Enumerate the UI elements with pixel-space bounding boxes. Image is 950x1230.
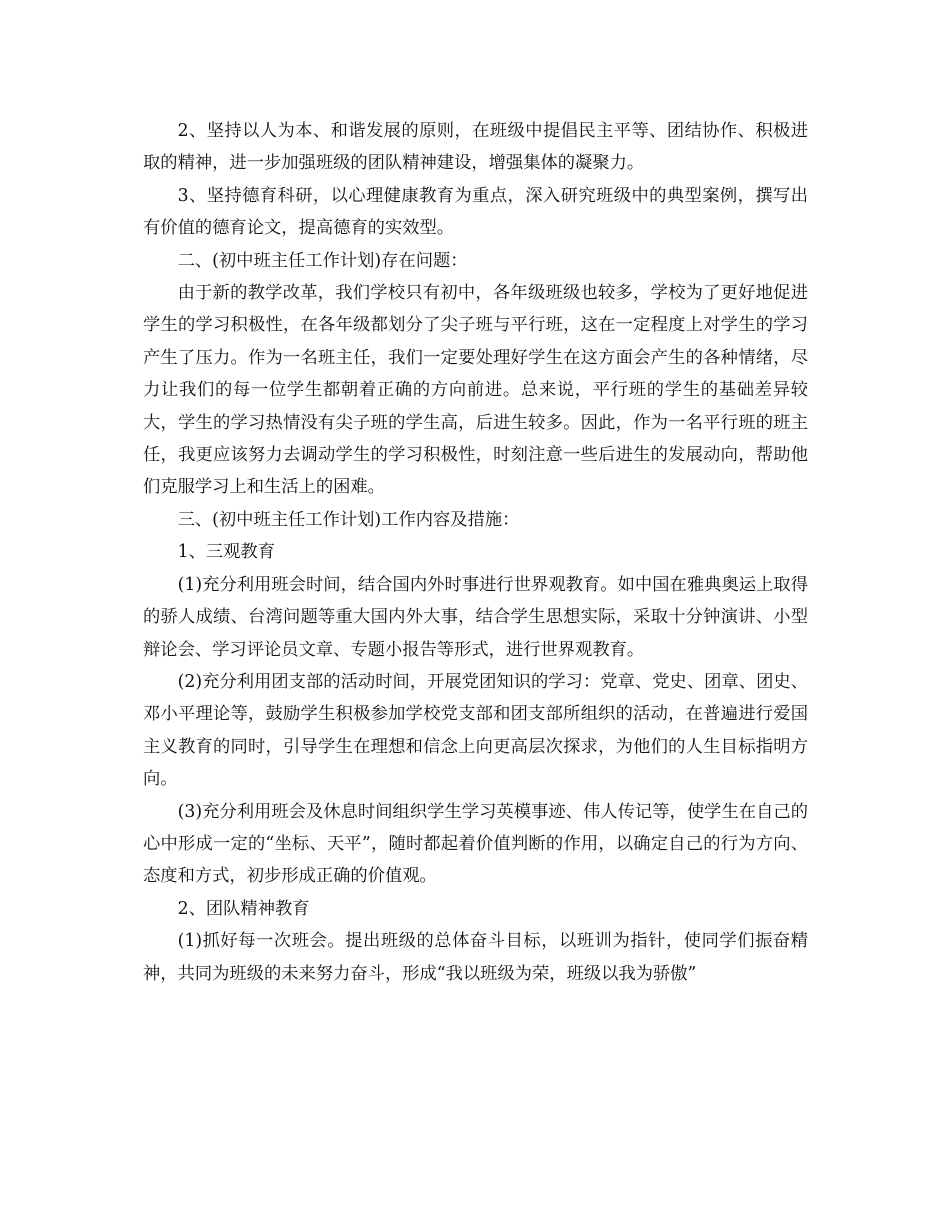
paragraph-item-1-3: (3)充分利用班会及休息时间组织学生学习英模事迹、伟人传记等，使学生在自己的心中形成一定的“坐标、天平”，随时都起着价值判断的作用，以确定自己的行为方向、态度和方式，初步形成正确的价值观。	[143, 801, 808, 887]
paragraph-item-1-1: (1)充分利用班会时间，结合国内外时事进行世界观教育。如中国在雅典奥运上取得的骄人成绩、台湾问题等重大国内外大事，结合学生思想实际，采取十分钟演讲、小型辩论会、学习评论员文章、专题小报告等形式，进行世界观教育。	[143, 574, 808, 660]
subheading-team-spirit: 2、团队精神教育	[177, 898, 310, 919]
paragraph-item-1-2: (2)充分利用团支部的活动时间，开展党团知识的学习：党章、党史、团章、团史、邓小平理论等，鼓励学生积极参加学校党支部和团支部所组织的活动，在普遍进行爱国主义教育的同时，引导学生在理想和信念上向更高层次探求，为他们的人生目标指明方向。	[143, 671, 808, 790]
paragraph-principle-3: 3、坚持德育科研，以心理健康教育为重点，深入研究班级中的典型案例，撰写出有价值的德育论文，提高德育的实效型。	[143, 185, 808, 239]
paragraph-problems: 由于新的教学改革，我们学校只有初中，各年级班级也较多，学校为了更好地促进学生的学习积极性，在各年级都划分了尖子班与平行班，这在一定程度上对学生的学习产生了压力。作为一名班主任，我们一定要处理好学生在这方面会产生的各种情绪，尽力让我们的每一位学生都朝着正确的方向前进。总来说，平行班的学生的基础差异较大，学生的学习热情没有尖子班的学生高，后进生较多。因此，作为一名平行班的班主任，我更应该努力去调动学生的学习积极性，时刻注意一些后进生的发展动向，帮助他们克服学习上和生活上的困难。	[143, 283, 808, 498]
paragraph-item-2-1: (1)抓好每一次班会。提出班级的总体奋斗目标，以班训为指针，使同学们振奋精神，共同为班级的未来努力奋斗，形成“我以班级为荣，班级以我为骄傲”	[143, 931, 808, 984]
paragraph-principle-2: 2、坚持以人为本、和谐发展的原则，在班级中提倡民主平等、团结协作、积极进取的精神，进一步加强班级的团队精神建设，增强集体的凝聚力。	[143, 121, 808, 174]
document-body	[143, 115, 808, 990]
subheading-three-views: 1、三观教育	[177, 542, 275, 563]
heading-work-content: 三、(初中班主任工作计划)工作内容及措施：	[177, 509, 520, 530]
heading-existing-problems: 二、(初中班主任工作计划)存在问题：	[177, 250, 468, 271]
